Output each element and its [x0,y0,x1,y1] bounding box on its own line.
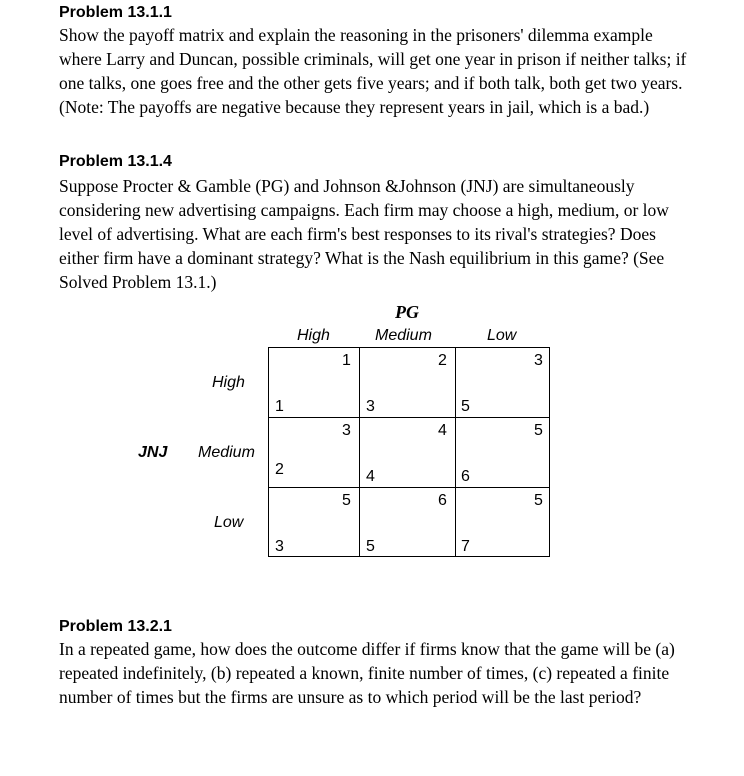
row-player-label: JNJ [138,444,168,461]
cell-high-medium-pg-payoff: 2 [438,352,447,369]
cell-high-high-jnj-payoff: 1 [275,398,284,415]
cell-low-low-jnj-payoff: 7 [461,538,470,555]
matrix-gridline [455,347,456,557]
cell-low-high-jnj-payoff: 3 [275,538,284,555]
row-header-high: High [212,374,245,391]
cell-high-high-pg-payoff: 1 [342,352,351,369]
column-header-medium: Medium [375,327,432,344]
payoff-matrix [268,347,550,557]
problem-heading-13-1-4: Problem 13.1.4 [59,153,172,170]
cell-low-medium-jnj-payoff: 5 [366,538,375,555]
row-header-medium: Medium [198,444,255,461]
cell-medium-high-jnj-payoff: 2 [275,461,284,478]
problem-text-13-2-1: In a repeated game, how does the outcome differ if firms know that the game will be (a) repeated indefinitely, (b) repeated a known, finite number of times, (c) repeated a finite number of times but the firms are unsure as to which period will be the last period? [59,639,675,707]
cell-medium-high-pg-payoff: 3 [342,422,351,439]
cell-low-high-pg-payoff: 5 [342,492,351,509]
matrix-frame [268,347,550,557]
matrix-gridline [268,417,550,418]
row-header-low: Low [214,514,244,531]
problem-heading-13-2-1: Problem 13.2.1 [59,618,172,635]
matrix-gridline [359,347,360,557]
cell-high-medium-jnj-payoff: 3 [366,398,375,415]
cell-low-low-pg-payoff: 5 [534,492,543,509]
column-player-label: PG [395,302,419,322]
problem-text-13-1-4: Suppose Procter & Gamble (PG) and Johnson &Johnson (JNJ) are simultaneously considering new advertising campaigns. Each firm may choose a high, medium, or low level of advertising. What are each firm's best responses to its rival's strategies? Does either firm have a dominant strategy? What is the Nash equilibrium in this game? (See Solved Problem 13.1.) [59,176,669,292]
cell-high-low-jnj-payoff: 5 [461,398,470,415]
cell-medium-medium-jnj-payoff: 4 [366,468,375,485]
problem-text-13-1-1: Show the payoff matrix and explain the reasoning in the prisoners' dilemma example where Larry and Duncan, possible criminals, will get one year in prison if neither talks; if one talks, one goes free and the other gets five years; and if both talk, both get two years. (Note: The payoffs are negative because they represent years in jail, which is a bad.) [59,25,687,117]
cell-medium-medium-pg-payoff: 4 [438,422,447,439]
cell-low-medium-pg-payoff: 6 [438,492,447,509]
matrix-gridline [268,487,550,488]
problem-heading-13-1-1: Problem 13.1.1 [59,4,172,21]
column-header-high: High [297,327,330,344]
cell-medium-low-jnj-payoff: 6 [461,468,470,485]
cell-high-low-pg-payoff: 3 [534,352,543,369]
column-header-low: Low [487,327,517,344]
cell-medium-low-pg-payoff: 5 [534,422,543,439]
